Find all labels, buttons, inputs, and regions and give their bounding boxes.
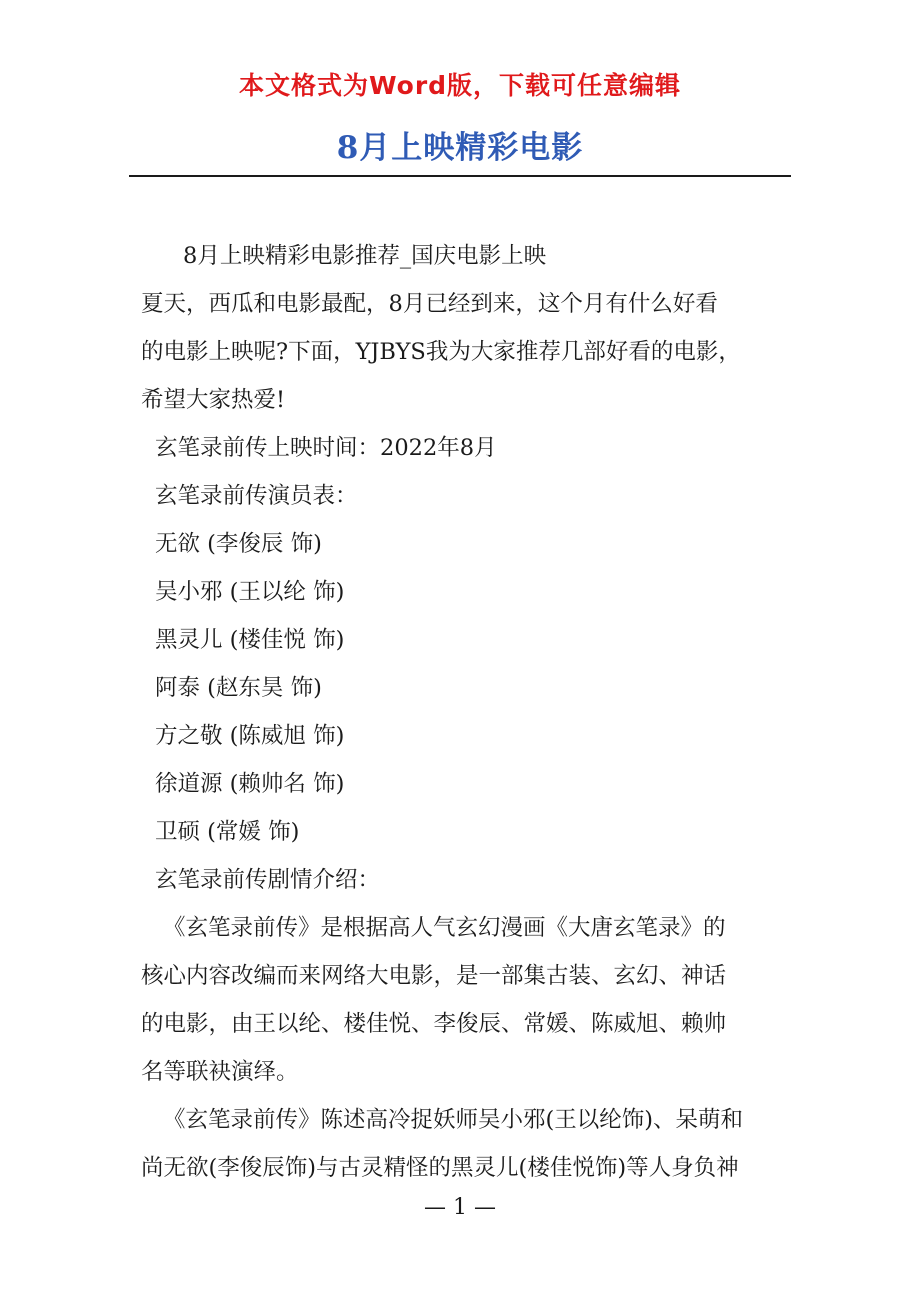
page-number: — 1 — bbox=[424, 1195, 496, 1220]
cast-item: 卫硕 (常媛 饰) bbox=[155, 819, 300, 845]
paragraph-line: 名等联袂演绎。 bbox=[141, 1059, 299, 1085]
cast-item: 方之敬 (陈威旭 饰) bbox=[155, 723, 345, 749]
paragraph-line: 尚无欲(李俊辰饰)与古灵精怪的黑灵儿(楼佳悦饰)等人身负神 bbox=[141, 1155, 739, 1181]
paragraph-line: 的电影，由王以纶、楼佳悦、李俊辰、常媛、陈威旭、赖帅 bbox=[141, 1011, 727, 1037]
release-date-line: 玄笔录前传上映时间：2022年8月 bbox=[155, 435, 497, 461]
paragraph-line: 的电影上映呢?下面，YJBYS我为大家推荐几部好看的电影， bbox=[141, 339, 741, 365]
document-title: 8月上映精彩电影 bbox=[336, 130, 584, 166]
format-notice: 本文格式为Word版，下载可任意编辑 bbox=[238, 71, 682, 100]
paragraph-line: 《玄笔录前传》陈述高冷捉妖师吴小邪(王以纶饰)、呆萌和 bbox=[163, 1107, 744, 1133]
paragraph-line: 《玄笔录前传》是根据高人气玄幻漫画《大唐玄笔录》的 bbox=[163, 915, 726, 941]
paragraph-line: 核心内容改编而来网络大电影，是一部集古装、玄幻、神话 bbox=[141, 963, 727, 989]
cast-item: 黑灵儿 (楼佳悦 饰) bbox=[155, 627, 345, 653]
plot-heading: 玄笔录前传剧情介绍： bbox=[155, 867, 381, 893]
document-body bbox=[141, 232, 781, 1192]
paragraph-line: 希望大家热爱! bbox=[141, 387, 286, 413]
title-divider bbox=[129, 175, 791, 177]
cast-item: 吴小邪 (王以纶 饰) bbox=[155, 579, 345, 605]
cast-item: 徐道源 (赖帅名 饰) bbox=[155, 771, 345, 797]
cast-item: 阿泰 (赵东昊 饰) bbox=[155, 675, 322, 701]
cast-heading: 玄笔录前传演员表： bbox=[155, 483, 358, 509]
paragraph-line: 夏天，西瓜和电影最配，8月已经到来，这个月有什么好看 bbox=[141, 291, 718, 317]
intro-heading: 8月上映精彩电影推荐_国庆电影上映 bbox=[183, 243, 547, 269]
cast-item: 无欲 (李俊辰 饰) bbox=[155, 531, 322, 557]
